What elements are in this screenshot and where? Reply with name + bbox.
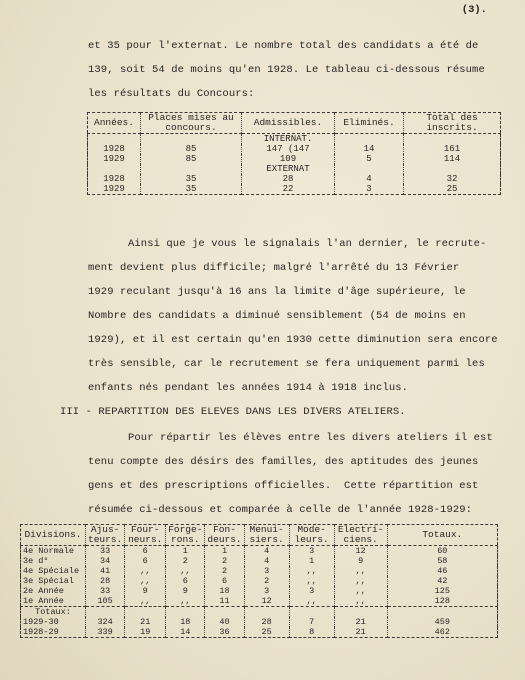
header-places: Places mises au concours.: [141, 113, 242, 134]
para2-line-4: Nombre des candidats a diminué sensiblement (54 de moins en: [88, 310, 466, 322]
table-cell: 1: [205, 546, 244, 557]
table-header-row: [21, 525, 498, 546]
para2-line-6: très sensible, car le recrutement se fera uniquement parmi les: [88, 358, 485, 370]
table-cell: 3: [289, 546, 334, 557]
totals-label-row: [21, 607, 498, 618]
totals-row: [21, 627, 498, 638]
table-cell: 6: [125, 556, 166, 566]
table-cell: 12: [334, 546, 387, 557]
table-cell: 1929: [103, 184, 125, 194]
table-cell: 1929-30: [23, 617, 59, 627]
para3-line-4: résumée ci-dessous et comparée à celle de l'année 1928-1929:: [88, 504, 473, 516]
table-cell: 2: [244, 576, 289, 586]
table-cell: 25: [404, 184, 501, 195]
table-cell: 4e Normale: [23, 546, 75, 556]
table-cell: 33: [86, 586, 125, 596]
table-cell: 19: [125, 627, 166, 638]
table-row: [21, 586, 498, 596]
page-number: (3).: [461, 4, 487, 16]
table-row: [88, 174, 501, 184]
table-cell: 40: [205, 617, 244, 627]
table-cell: 28: [86, 576, 125, 586]
table-cell: 21: [334, 617, 387, 627]
table-cell: ,,: [334, 576, 387, 586]
table-cell: 4: [335, 174, 404, 184]
table-cell: 85: [141, 144, 242, 154]
table-cell: 161: [404, 144, 501, 154]
table-cell: 8: [289, 627, 334, 638]
table-cell: 4: [244, 546, 289, 557]
table-cell: 33: [86, 546, 125, 557]
table-cell: 35: [141, 174, 242, 184]
table-cell: 462: [387, 627, 497, 638]
table-cell: 324: [86, 617, 125, 627]
header-tourneurs: Four-neurs.: [125, 525, 166, 546]
table-cell: 3e Spécial: [23, 576, 75, 586]
table-row: [21, 546, 498, 557]
externat-label-row: [88, 164, 501, 174]
table-cell: 3e d°: [23, 556, 49, 566]
table-cell: 36: [205, 627, 244, 638]
table-header-row: [88, 113, 501, 134]
header-fondeurs: Fon-deurs.: [205, 525, 244, 546]
para2-line-5: 1929), et il est certain qu'en 1930 cette diminution sera encore: [88, 334, 498, 346]
table-cell: 42: [387, 576, 497, 586]
para3-line-3: gens et des prescriptions officielles. Cette répartition est: [88, 480, 479, 492]
para2-line-2: ment devient plus difficile; malgré l'arrêté du 13 Février: [88, 262, 460, 274]
concours-results-table: [87, 112, 501, 195]
header-divisions: Divisions.: [21, 525, 86, 546]
table-cell: ,,: [334, 586, 387, 596]
table-cell: 12: [244, 596, 289, 607]
header-totaux: Totaux.: [387, 525, 497, 546]
table-cell: 32: [404, 174, 501, 184]
table-cell: ,,: [334, 566, 387, 576]
intro-line-1: et 35 pour l'externat. Le nombre total des candidats a été de: [88, 40, 479, 52]
header-menuisiers: Menui-siers.: [244, 525, 289, 546]
table-row: [88, 144, 501, 154]
header-annees: Années.: [88, 113, 141, 134]
table-cell: 34: [86, 556, 125, 566]
table-cell: 6: [166, 576, 205, 586]
table-cell: 1e Année: [23, 596, 64, 606]
table-cell: ,,: [166, 596, 205, 607]
table-cell: 14: [166, 627, 205, 638]
externat-label: EXTERNAT: [242, 164, 335, 174]
table-cell: 22: [242, 184, 335, 195]
header-elimines: Eliminés.: [335, 113, 404, 134]
header-total: Total des inscrits.: [404, 113, 501, 134]
header-electriciens: Electri-ciens.: [334, 525, 387, 546]
table-cell: ,,: [289, 566, 334, 576]
totals-row: [21, 617, 498, 627]
table-cell: 9: [125, 586, 166, 596]
table-cell: 114: [404, 154, 501, 164]
table-cell: 21: [334, 627, 387, 638]
table-row: [21, 576, 498, 586]
table-cell: 28: [242, 174, 335, 184]
para2-line-7: enfants nés pendant les années 1914 à 1918 inclus.: [88, 382, 409, 394]
table-cell: ,,: [289, 576, 334, 586]
table-cell: 459: [387, 617, 497, 627]
table-cell: 14: [335, 144, 404, 154]
table-cell: 4e Spéciale: [23, 566, 80, 576]
table-cell: 2e Année: [23, 586, 64, 596]
table-cell: 3: [244, 566, 289, 576]
internat-label-row: [88, 134, 501, 145]
table-row: [88, 184, 501, 195]
table-cell: 7: [289, 617, 334, 627]
table-row: [88, 154, 501, 164]
table-cell: 41: [86, 566, 125, 576]
table-cell: 1928: [103, 144, 125, 154]
section-heading: III - REPARTITION DES ELEVES DANS LES DIVERS ATELIERS.: [60, 406, 406, 418]
table-row: [21, 596, 498, 607]
totals-label: Totaux:: [21, 607, 86, 618]
table-cell: 28: [244, 617, 289, 627]
table-row: [21, 556, 498, 566]
table-cell: 1: [289, 556, 334, 566]
internat-label: INTERNAT.: [242, 134, 335, 145]
table-cell: 105: [86, 596, 125, 607]
header-admissibles: Admissibles.: [242, 113, 335, 134]
intro-line-3: les résultats du Concours:: [88, 88, 255, 100]
table-cell: 35: [141, 184, 242, 195]
table-cell: 147 (147: [242, 144, 335, 154]
table-cell: 85: [141, 154, 242, 164]
table-cell: 3: [289, 586, 334, 596]
table-cell: 25: [244, 627, 289, 638]
table-cell: 6: [205, 576, 244, 586]
table-cell: 2: [166, 556, 205, 566]
para2-line-3: 1929 reculant jusqu'à 16 ans la limite d'âge supérieure, le: [88, 286, 466, 298]
table-cell: ,,: [125, 566, 166, 576]
table-cell: 109: [242, 154, 335, 164]
table-cell: 339: [86, 627, 125, 638]
table-cell: 1928: [103, 174, 125, 184]
table-cell: ,,: [166, 566, 205, 576]
table-cell: 128: [387, 596, 497, 607]
table-cell: 1928-29: [23, 627, 59, 637]
table-cell: 9: [334, 556, 387, 566]
workshop-distribution-table: [20, 524, 498, 638]
table-cell: 2: [205, 556, 244, 566]
table-cell: 4: [244, 556, 289, 566]
para3-line-1: Pour répartir les élèves entre les divers ateliers il est: [128, 432, 493, 444]
table-cell: 21: [125, 617, 166, 627]
table-cell: 9: [166, 586, 205, 596]
table-cell: 1929: [103, 154, 125, 164]
para2-line-1: Ainsi que je vous le signalais l'an dernier, le recrute-: [128, 238, 487, 250]
table-cell: 3: [244, 586, 289, 596]
table-cell: 5: [335, 154, 404, 164]
table-cell: 11: [205, 596, 244, 607]
table-row: [21, 566, 498, 576]
header-modeleurs: Mode-leurs.: [289, 525, 334, 546]
table-cell: ,,: [289, 596, 334, 607]
table-cell: 125: [387, 586, 497, 596]
table-cell: ,,: [334, 596, 387, 607]
header-ajusteurs: Ajus-teurs.: [86, 525, 125, 546]
header-forgerons: Forge-rons.: [166, 525, 205, 546]
table-cell: 6: [125, 546, 166, 557]
table-cell: 18: [205, 586, 244, 596]
table-cell: 2: [205, 566, 244, 576]
table-cell: 60: [387, 546, 497, 557]
table-cell: 46: [387, 566, 497, 576]
intro-line-2: 139, soit 54 de moins qu'en 1928. Le tableau ci-dessous résume: [88, 64, 485, 76]
para3-line-2: tenu compte des désirs des familles, des aptitudes des jeunes: [88, 456, 479, 468]
table-cell: ,,: [125, 576, 166, 586]
table-cell: 18: [166, 617, 205, 627]
table-cell: 1: [166, 546, 205, 557]
table-cell: 58: [387, 556, 497, 566]
table-cell: ,,: [125, 596, 166, 607]
table-cell: 3: [335, 184, 404, 195]
